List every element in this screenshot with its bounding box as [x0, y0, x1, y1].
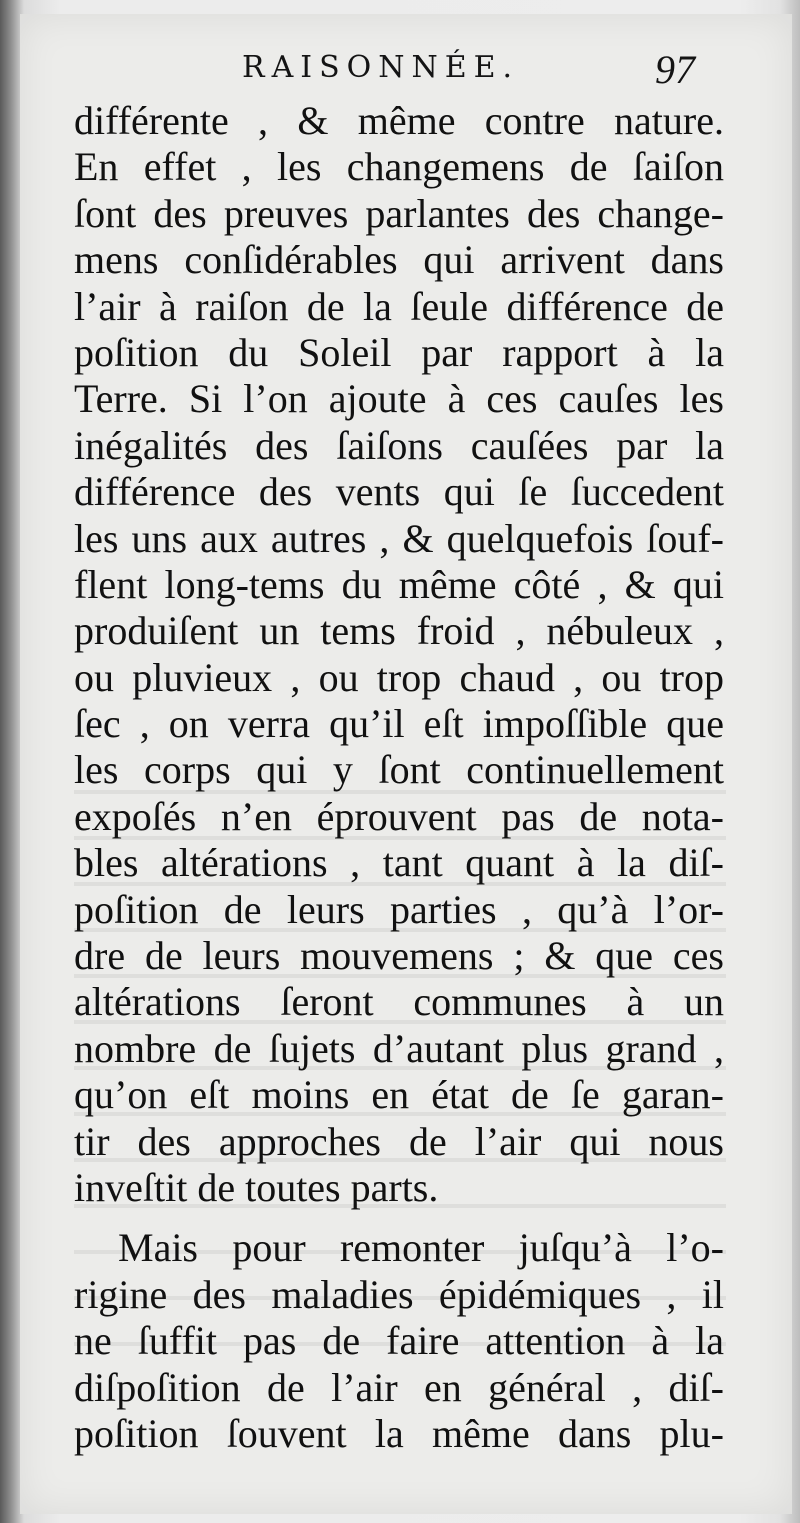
running-head-title: RAISONNÉE. [242, 50, 520, 85]
paragraph-1 [74, 98, 724, 1211]
text-line: Terre. Si l’on ajoute à ces cauſes les [74, 376, 724, 422]
text-line: diſpoſition de l’air en général , diſ- [74, 1364, 724, 1410]
text-line: l’air à raiſon de la ſeule différence de [74, 283, 724, 329]
text-line: qu’on eſt moins en état de ſe garan- [74, 1072, 724, 1118]
text-line: poſition ſouvent la même dans plu- [74, 1410, 724, 1456]
text-line: différence des vents qui ſe ſuccedent [74, 469, 724, 515]
text-line: les uns aux autres , & quelquefois ſouf- [74, 515, 724, 561]
text-line: rigine des maladies épidémiques , il [74, 1271, 724, 1317]
text-line: mens conſidérables qui arrivent dans [74, 237, 724, 283]
paragraph-gap [74, 1211, 724, 1225]
text-line: poſition du Soleil par rapport à la [74, 329, 724, 375]
text-line: poſition de leurs parties , qu’à l’or- [74, 886, 724, 932]
text-line: inveſtit de toutes parts. [74, 1164, 439, 1210]
text-line: expoſés n’en éprouvent pas de nota- [74, 793, 724, 839]
text-line: bles altérations , tant quant à la diſ- [74, 840, 724, 886]
page-number: 97 [655, 47, 695, 92]
text-line: inégalités des ſaiſons cauſées par la [74, 422, 724, 468]
text-line: les corps qui y ſont continuellement [74, 747, 724, 793]
text-line: dre de leurs mouvemens ; & que ces [74, 933, 724, 979]
text-line: ne ſuffit pas de faire attention à la [74, 1318, 724, 1364]
text-line: tir des approches de l’air qui nous [74, 1118, 724, 1164]
text-line: ou pluvieux , ou trop chaud , ou trop [74, 654, 724, 700]
text-line: En effet , les changemens de ſaiſon [74, 144, 724, 190]
text-line: Mais pour remonter juſqu’à l’o- [118, 1225, 724, 1271]
text-line: différente , & même contre nature. [74, 98, 724, 143]
paragraph-2 [74, 1225, 724, 1457]
text-line: ſec , on verra qu’il eſt impoſſible que [74, 701, 724, 747]
text-line: produiſent un tems froid , nébuleux , [74, 608, 724, 654]
text-line: flent long-tems du même côté , & qui [74, 561, 724, 607]
text-line: altérations ſeront communes à un [74, 979, 724, 1025]
text-line: nombre de ſujets d’autant plus grand , [74, 1025, 724, 1071]
text-line: ſont des preuves parlantes des change- [74, 190, 724, 236]
body-text [74, 98, 724, 1457]
running-head [0, 46, 800, 96]
